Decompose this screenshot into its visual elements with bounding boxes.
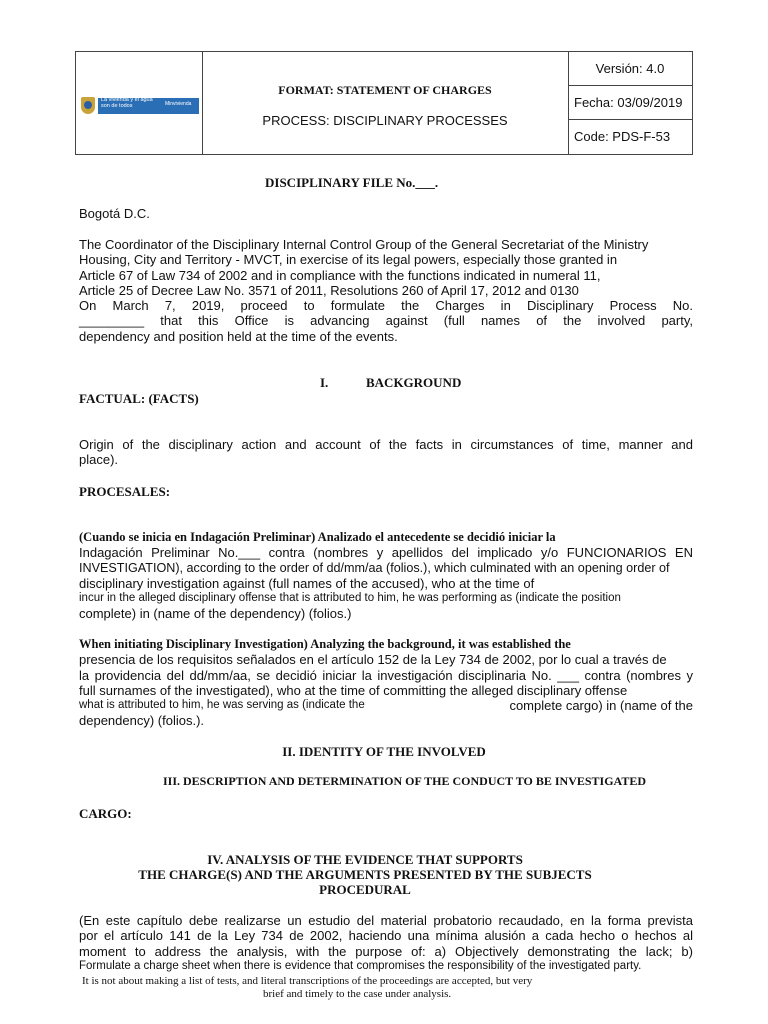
file-title: DISCIPLINARY FILE No.___. xyxy=(265,175,439,190)
analysis-paragraph: (En este capítulo debe realizarse un estudio del material probatorio recaudado, en la forma prevista por el artículo 141 de la Ley 734 de 2002, haciendo una mínima alusión a cada hecho o hechos al moment to address the analysis, with the purpose of: a) Objectively demonstrating the lack; b) Formulate a charge sheet when there is evidence that compromises the responsibility of the investigated party. It is not about making a list of tests, and literal transcriptions of the proceedings are accepted, but very brief and timely to the case under analysis. xyxy=(79,913,693,1001)
procesales-heading: PROCESALES: xyxy=(79,484,171,499)
facts-paragraph: Origin of the disciplinary action and account of the facts in circumstances of time, manner and place). xyxy=(79,437,693,468)
disciplinary-paragraph: When initiating Disciplinary Investigation) Analyzing the background, it was established the presencia de los requisitos señalados en el artículo 152 de la Ley 734 de 2002, por lo cual a través de la providencia del dd/mm/aa, se decidió iniciar la investigación disciplinaria No. ___ contra (nombres y full surnames of the investigated), who at the time of committing the alleged disciplinary offense what is attributed to him, he was serving as (indicate the complete cargo) in (name of the dependency) (folios.). xyxy=(79,637,693,729)
title-cell xyxy=(202,52,569,154)
section-4-title: IV. ANALYSIS OF THE EVIDENCE THAT SUPPORTS THE CHARGE(S) AND THE ARGUMENTS PRESENTED BY THE SUBJECTS PROCEDURAL xyxy=(138,852,592,897)
logo-cell xyxy=(76,52,203,154)
coat-of-arms-icon xyxy=(81,97,95,114)
city: Bogotá D.C. xyxy=(79,206,150,221)
section-3-title: III. DESCRIPTION AND DETERMINATION OF THE CONDUCT TO BE INVESTIGATED xyxy=(163,774,646,788)
section-1-title: BACKGROUND xyxy=(366,375,462,390)
ministry-logo: La vivienda y el agua son de todos Minvivienda xyxy=(81,96,199,116)
meta-cell xyxy=(568,52,692,154)
version-label: Versión: 4.0 xyxy=(568,52,692,86)
format-title: FORMAT: STATEMENT OF CHARGES xyxy=(278,83,492,97)
process-title: PROCESS: DISCIPLINARY PROCESSES xyxy=(262,113,508,128)
cargo-heading: CARGO: xyxy=(79,806,132,821)
code-label: Code: PDS-F-53 xyxy=(574,129,671,144)
intro-paragraph: The Coordinator of the Disciplinary Internal Control Group of the General Secretariat of the Ministry Housing, City and Territory - MVCT, in exercise of its legal powers, especially those granted in Article 67 of Law 734 of 2002 and in compliance with the functions indicated in numeral 11, Article 25 of Decree Law No. 3571 of 2011, Resolutions 260 of April 17, 2012 and 0130 On March 7, 2019, proceed to formulate the Charges in Disciplinary Process No. _________ that this Office is advancing against (full names of the involved party, dependency and position held at the time of the events. xyxy=(79,237,693,344)
date-label: Fecha: 03/09/2019 xyxy=(568,86,692,120)
preliminary-paragraph: (Cuando se inicia en Indagación Preliminar) Analizado el antecedente se decidió iniciar la Indagación Preliminar No.___ contra (nombres y apellidos del implicado y/o FUNCIONARIOS EN INVESTIGATION), according to the order of dd/mm/aa (folios.), which culminated with an opening order of disciplinary investigation against (full names of the accused), who at the time of incur in the alleged disciplinary offense that is attributed to him, he was performing as (indicate the position complete) in (name of the dependency) (folios.) xyxy=(79,530,693,622)
document-header xyxy=(75,51,693,155)
section-1-number: I. xyxy=(320,375,329,390)
factual-heading: FACTUAL: (FACTS) xyxy=(79,391,199,406)
section-2-title: II. IDENTITY OF THE INVOLVED xyxy=(282,744,486,759)
